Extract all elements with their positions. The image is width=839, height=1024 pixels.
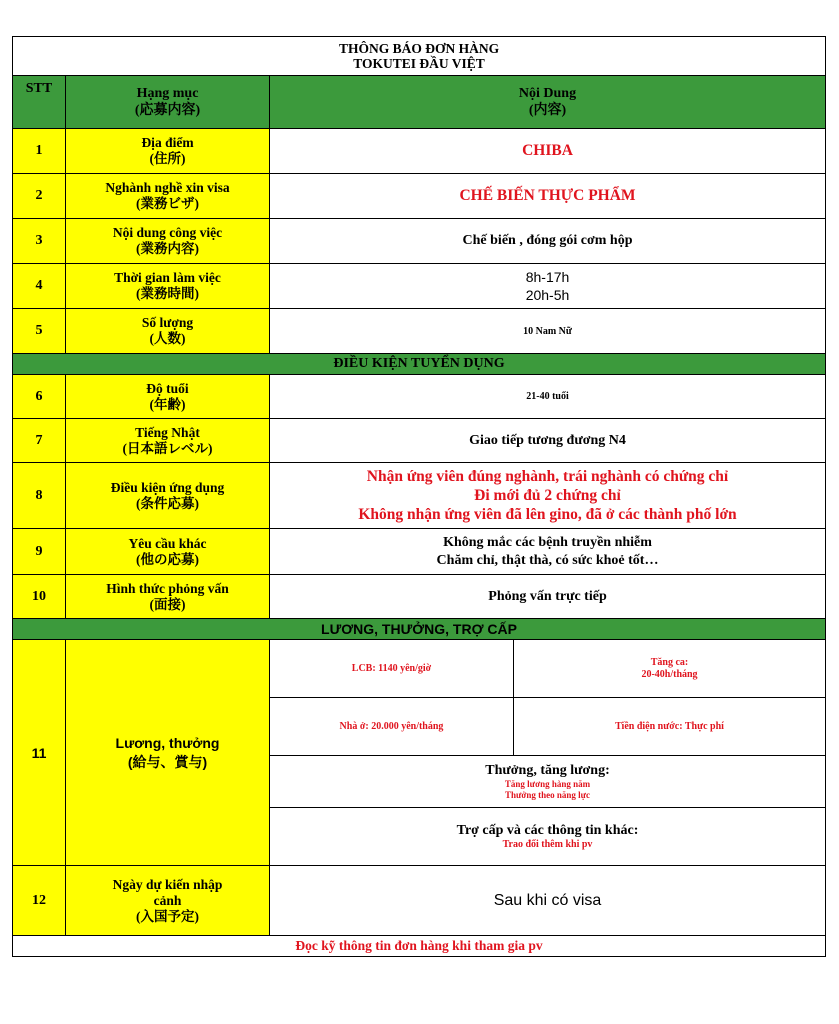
row-label-jp: (条件応募) xyxy=(136,495,199,511)
utilities-value: Tiền điện nước: Thực phí xyxy=(514,698,826,756)
section-conditions-header: ĐIỀU KIỆN TUYỂN DỤNG xyxy=(13,354,826,375)
row-label-vi: Nghành nghề xin visa xyxy=(105,180,230,195)
table-row xyxy=(13,264,826,309)
header-category xyxy=(66,76,270,129)
row-label-jp: (住所) xyxy=(149,151,186,166)
table-row xyxy=(13,463,826,529)
row-label-jp: (業務内容) xyxy=(136,241,199,256)
row-number: 3 xyxy=(13,219,66,264)
row-label-vi: Độ tuổi xyxy=(146,380,189,396)
requirement-line-1: Không mắc các bệnh truyền nhiễm xyxy=(443,534,652,550)
row-label xyxy=(66,575,270,619)
allowance-line-1: Trao đổi thêm khi pv xyxy=(502,839,593,850)
row-label xyxy=(66,309,270,354)
header-category-jp: (応募内容) xyxy=(134,103,201,118)
condition-line-3: Không nhận ứng viên đã lên gino, đã ở các thành phố lớn xyxy=(358,506,737,523)
japanese-level-value: Giao tiếp tương đương N4 xyxy=(270,419,826,463)
header-category-label: Hạng mục xyxy=(136,86,199,101)
row-label xyxy=(66,419,270,463)
row-number: 1 xyxy=(13,129,66,174)
bonus-line-1: Tăng lương hàng năm xyxy=(504,778,591,789)
base-salary-value: LCB: 1140 yên/giờ xyxy=(270,640,514,698)
industry-value: CHẾ BIẾN THỰC PHẨM xyxy=(270,174,826,219)
row-label-jp: (他の応募) xyxy=(136,551,199,567)
table-row xyxy=(13,529,826,575)
row-label-vi: Yêu cầu khác xyxy=(128,535,207,551)
interview-format-value: Phỏng vấn trực tiếp xyxy=(270,575,826,619)
overtime-label: Tăng ca: xyxy=(650,656,689,668)
footer-note: Đọc kỹ thông tin đơn hàng khi tham gia pv xyxy=(13,936,826,957)
row-number: 11 xyxy=(13,640,66,866)
table-row xyxy=(13,309,826,354)
row-label-vi: Ngày dự kiến nhập xyxy=(112,876,223,892)
bonus-title: Thưởng, tăng lương: xyxy=(485,762,610,778)
row-label-jp: (給与、賞与) xyxy=(127,753,208,770)
row-label-vi: Thời gian làm việc xyxy=(114,270,221,285)
requirement-line-2: Chăm chỉ, thật thà, có sức khoẻ tốt… xyxy=(436,552,659,568)
housing-value: Nhà ở: 20.000 yên/tháng xyxy=(270,698,514,756)
title-line-2: TOKUTEI ĐẦU VIỆT xyxy=(353,56,485,71)
row-label xyxy=(66,640,270,866)
row-label xyxy=(66,375,270,419)
row-label-jp: (業務ビザ) xyxy=(136,196,199,211)
row-number: 6 xyxy=(13,375,66,419)
row-label xyxy=(66,174,270,219)
row-label-vi: Nội dung công việc xyxy=(112,225,223,240)
allowance-title: Trợ cấp và các thông tin khác: xyxy=(456,823,639,838)
section-salary-header: LƯƠNG, THƯỞNG, TRỢ CẤP xyxy=(13,619,826,640)
allowance-info xyxy=(270,808,826,866)
overtime-value xyxy=(514,640,826,698)
table-row xyxy=(13,375,826,419)
row-label-vi: Điều kiện ứng dụng xyxy=(110,479,225,495)
row-number: 7 xyxy=(13,419,66,463)
work-hours-line-1: 8h-17h xyxy=(525,269,570,285)
row-label xyxy=(66,529,270,575)
row-number: 4 xyxy=(13,264,66,309)
bonus-line-2: Thưởng theo năng lực xyxy=(504,789,591,800)
entry-date-value: Sau khi có visa xyxy=(270,866,826,936)
location-value: CHIBA xyxy=(270,129,826,174)
table-row xyxy=(13,575,826,619)
row-label xyxy=(66,129,270,174)
row-label xyxy=(66,866,270,936)
age-value: 21-40 tuổi xyxy=(270,375,826,419)
table-row xyxy=(13,174,826,219)
row-label xyxy=(66,264,270,309)
job-content-value: Chế biến , đóng gói cơm hộp xyxy=(270,219,826,264)
row-label-vi: Tiếng Nhật xyxy=(135,424,200,440)
row-label-jp: (入国予定) xyxy=(136,908,199,924)
row-label xyxy=(66,219,270,264)
condition-line-2: Đi mới đủ 2 chứng chỉ xyxy=(474,487,621,504)
row-label-jp: (業務時間) xyxy=(136,286,199,301)
document-title xyxy=(13,37,826,76)
other-requirements-value xyxy=(270,529,826,575)
row-label-jp: (日本語レベル) xyxy=(122,440,213,456)
header-content-label: Nội Dung xyxy=(518,86,577,101)
row-label-vi-2: cảnh xyxy=(153,892,182,908)
header-content-jp: (内容) xyxy=(528,103,567,118)
row-label-vi: Lương, thưởng xyxy=(115,734,220,751)
table-row xyxy=(13,129,826,174)
row-label-vi: Số lượng xyxy=(141,315,194,330)
overtime-hours: 20-40h/tháng xyxy=(641,668,698,680)
table-row xyxy=(13,419,826,463)
title-line-1: THÔNG BÁO ĐƠN HÀNG xyxy=(338,41,500,56)
row-label-jp: (年齢) xyxy=(149,396,186,412)
application-conditions-value xyxy=(270,463,826,529)
table-row xyxy=(13,219,826,264)
work-hours-line-2: 20h-5h xyxy=(525,287,570,303)
quantity-value: 10 Nam Nữ xyxy=(270,309,826,354)
row-number: 8 xyxy=(13,463,66,529)
row-number: 10 xyxy=(13,575,66,619)
row-number: 9 xyxy=(13,529,66,575)
bonus-info xyxy=(270,756,826,808)
row-label-vi: Địa điểm xyxy=(141,135,194,150)
row-number: 2 xyxy=(13,174,66,219)
job-order-table xyxy=(12,36,826,957)
table-row xyxy=(13,866,826,936)
row-label-jp: (面接) xyxy=(149,596,186,612)
work-hours-value xyxy=(270,264,826,309)
row-label xyxy=(66,463,270,529)
table-row xyxy=(13,640,826,698)
header-content xyxy=(270,76,826,129)
header-stt: STT xyxy=(13,76,66,129)
condition-line-1: Nhận ứng viên đúng nghành, trái nghành có chứng chỉ xyxy=(366,468,729,485)
row-label-vi: Hình thức phỏng vấn xyxy=(106,580,229,596)
row-number: 12 xyxy=(13,866,66,936)
row-label-jp: (人数) xyxy=(149,331,186,346)
row-number: 5 xyxy=(13,309,66,354)
